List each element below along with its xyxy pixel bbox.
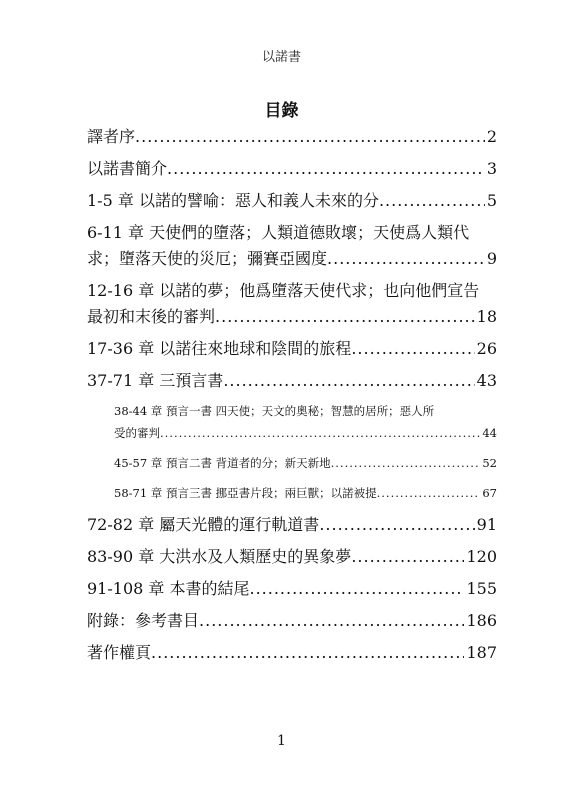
toc-subentry-chapters-45-57[interactable] [114, 452, 497, 474]
toc-entry-chapters-12-16[interactable] [87, 278, 497, 330]
toc-entry-text: 17-36 章 以諾往來地球和陰間的旅程 [87, 339, 352, 358]
toc-entry-page: 26 [476, 339, 497, 358]
toc-leader-dots [167, 156, 485, 182]
table-of-contents [87, 124, 497, 672]
toc-entry-chapters-17-36[interactable] [87, 336, 497, 362]
toc-entry-text: 91-108 章 本書的結尾 [87, 579, 250, 598]
toc-entry-chapters-6-11[interactable] [87, 220, 497, 272]
toc-leader-dots [351, 336, 474, 362]
toc-subentry-page: 52 [482, 456, 497, 470]
toc-entry-text-line1: 6-11 章 天使們的墮落；人類道德敗壞；天使爲人類代 [87, 223, 470, 242]
toc-entry-page: 18 [476, 307, 497, 326]
toc-entry-page: 5 [486, 191, 497, 210]
toc-leader-dots [249, 576, 464, 602]
toc-entry-chapters-83-90[interactable] [87, 544, 497, 570]
toc-entry-text: 附錄：參考書目 [87, 611, 200, 630]
toc-entry-page: 43 [476, 371, 497, 390]
toc-leader-dots [331, 452, 481, 474]
toc-entry-text: 37-71 章 三預言書 [87, 371, 224, 390]
toc-subentry-text: 58-71 章 預言三書 挪亞書片段；兩巨獸；以諾被提 [114, 486, 377, 500]
toc-leader-dots [215, 304, 475, 330]
toc-entry-translator-preface[interactable] [87, 124, 497, 150]
toc-entry-chapters-37-71[interactable] [87, 368, 497, 394]
toc-entry-page: 3 [486, 159, 497, 178]
toc-entry-text: 72-82 章 屬天光體的運行軌道書 [87, 515, 320, 534]
toc-entry-text: 著作權頁 [87, 643, 152, 662]
toc-subentry-page: 44 [482, 426, 497, 440]
toc-entry-page: 186 [466, 611, 497, 630]
toc-entry-text: 譯者序 [87, 127, 136, 146]
toc-entry-text-line2: 求；墮落天使的災厄；彌賽亞國度 [87, 249, 328, 268]
toc-title: 目錄 [264, 101, 299, 121]
toc-entry-text-line1: 12-16 章 以諾的夢；他爲墮落天使代求；也向他們宣告 [87, 281, 480, 300]
toc-leader-dots [327, 246, 485, 272]
toc-leader-dots [160, 422, 480, 444]
toc-entry-copyright-page[interactable] [87, 640, 497, 666]
toc-entry-text: 以諾書簡介 [87, 159, 168, 178]
toc-subentry-page: 67 [482, 486, 497, 500]
toc-leader-dots [319, 512, 474, 538]
toc-leader-dots [223, 368, 474, 394]
toc-leader-dots [199, 608, 464, 634]
toc-entry-text: 1-5 章 以諾的譬喻：惡人和義人未來的分 [87, 191, 379, 210]
toc-entry-page: 120 [466, 547, 497, 566]
toc-entry-page: 2 [486, 127, 497, 146]
toc-entry-page: 155 [466, 579, 497, 598]
page-number: 1 [277, 733, 286, 749]
toc-leader-dots [151, 640, 464, 666]
running-header: 以諾書 [261, 50, 301, 65]
toc-subentry-chapters-58-71[interactable] [114, 482, 497, 504]
toc-entry-page: 91 [476, 515, 497, 534]
toc-leader-dots [377, 482, 481, 504]
toc-entry-chapters-91-108[interactable] [87, 576, 497, 602]
toc-leader-dots [379, 188, 485, 214]
toc-leader-dots [135, 124, 485, 150]
toc-subentry-text-line1: 38-44 章 預言一書 四天使；天文的奧秘；智慧的居所；惡人所 [114, 404, 435, 418]
toc-entry-chapters-1-5[interactable] [87, 188, 497, 214]
toc-entry-appendix-bibliography[interactable] [87, 608, 497, 634]
toc-leader-dots [351, 544, 464, 570]
toc-subentry-text: 45-57 章 預言二書 背道者的分；新天新地 [114, 456, 331, 470]
toc-subentry-chapters-38-44[interactable] [114, 400, 497, 444]
toc-entry-text-line2: 最初和末後的審判 [87, 307, 216, 326]
toc-entry-introduction[interactable] [87, 156, 497, 182]
toc-entry-text: 83-90 章 大洪水及人類歷史的異象夢 [87, 547, 352, 566]
toc-subentry-text-line2: 受的審判 [114, 426, 160, 440]
toc-entry-page: 9 [486, 249, 497, 268]
toc-entry-chapters-72-82[interactable] [87, 512, 497, 538]
toc-entry-page: 187 [466, 643, 497, 662]
